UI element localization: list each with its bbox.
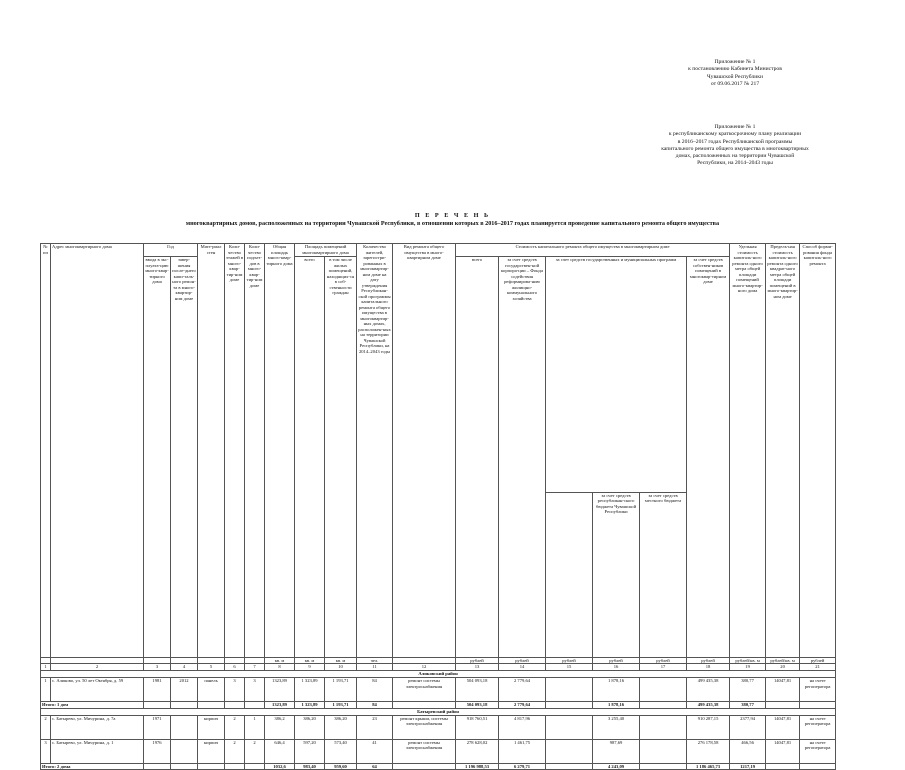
header-people: Количество жителей, зарегистри-рованных в многоквартир-ном доме на дату утверждения Республикан-ской программы капитального ремонта общего имущества в многоквартир-ных домах, расположен-ных на территории Чувашской Республики, на 2014–2043 годы: [357, 244, 393, 658]
header-floors: Коли-чество этажей в много-квар-тир-ном доме: [225, 244, 245, 658]
document-title: [0, 212, 905, 228]
header-cost-fund: за счет средств государствен-ной корпора-ции – Фонда содействия реформирова-нию жилищно-коммунального хозяйства: [499, 257, 546, 658]
table-row: 3 с. Батырево, ул. Мичурина, д. 1 1976 кирпич 2 2 646,4 597,20 573,40 41 ремонт системы электроснабжения 278 628,02 1 461,75 987,69 276 178,58 466,56 14047,81 на счете регоператора: [41, 739, 836, 763]
column-number: 6: [225, 664, 245, 671]
header-unit-cost: Удельная стоимость капиталь-ного ремонта одного метра общей площади помещений много-квартир-ного дома: [730, 244, 766, 658]
column-number: 4: [171, 664, 198, 671]
unit-label: рублей: [640, 657, 687, 664]
work-cell: ремонт крыши, системы электроснабжения: [393, 715, 456, 739]
appendix-1-line: от 09.06.2017 № 217: [710, 80, 760, 87]
unit-label: рублей: [499, 657, 546, 664]
header-area-all: всего: [295, 257, 325, 658]
district-row: Батыревский район: [41, 708, 836, 715]
column-number: 16: [593, 664, 640, 671]
table-row: 1 с. Аликово, ул. 50 лет Октября, д. 59 1981 2012 панель 3 3 1323,89 1 323,89 1 193,71 84 ремонт системы электроснабжения 504 093,18 2 779,64 1 878,16 499 435,38 380,77 14047,81 на счете регоператора: [41, 678, 836, 702]
column-number: 3: [144, 664, 171, 671]
appendix-2-line: капитального ремонта общего имущества в многоквартирных: [661, 145, 809, 152]
appendix-2-line: домах, расположенных на территории Чувашской: [675, 153, 795, 160]
header-method: Способ форми-рования фонда капиталь-ного ремонта: [800, 244, 836, 658]
header-entrances: Коли-чество подъез-дов в много-квар-тир-ном доме: [245, 244, 265, 658]
column-number: 9: [295, 664, 325, 671]
appendix-1-line: Приложение № 1: [714, 59, 756, 65]
column-number: 13: [456, 664, 499, 671]
header-cost: Стоимость капитального ремонта общего имущества в многоквартирном доме: [456, 244, 730, 257]
work-cell: ремонт системы электроснабжения: [393, 678, 456, 702]
title-heading: П Е Р Е Ч Е Н Ь: [414, 212, 491, 219]
header-work: Вид ремонта общего имущества в много-квартирном доме: [393, 244, 456, 658]
header-cost-loc: за счет средств местного бюджета: [640, 492, 687, 657]
address-cell: с. Батырево, ул. Мичурина, д. 1: [51, 739, 144, 763]
appendix-2-line: Республики, на 2014–2043 годы: [697, 160, 773, 167]
work-cell: ремонт системы электроснабжения: [393, 739, 456, 763]
unit-label: рублей: [593, 657, 640, 664]
column-number: 8: [265, 664, 295, 671]
houses-table: [40, 243, 836, 770]
district-row: Аликовский район: [41, 671, 836, 678]
header-area-res: в том числе жилых помещений, находящих-ся в соб-ственности граждан: [325, 257, 357, 658]
appendix-1-line: Чувашской Республики: [707, 73, 763, 80]
table-row: 2 с. Батырево, ул. Мичурина, д. 7а 1971 кирпич 2 1 386,2 386,20 386,20 23 ремонт крыши, системы электроснабжения 918 760,51 4 817,96 3 255,40 910 287,15 2377,94 14047,81 на счете регоператора: [41, 715, 836, 739]
unit-label: чел.: [357, 657, 393, 664]
column-number: 5: [198, 664, 225, 671]
unit-label: рублей: [800, 657, 836, 664]
column-number: 11: [357, 664, 393, 671]
unit-label: рублей/кв. м: [730, 657, 766, 664]
appendix-2-header: [640, 124, 830, 168]
unit-label: рублей/кв. м: [766, 657, 800, 664]
address-cell: с. Батырево, ул. Мичурина, д. 7а: [51, 715, 144, 739]
column-number: 7: [245, 664, 265, 671]
appendix-2-line: в 2016–2017 годах Республиканской программы: [677, 138, 793, 145]
header-wall: Мате-риал стен: [198, 244, 225, 658]
appendix-2-line: к республиканскому краткосрочному плану реализации: [668, 131, 802, 138]
unit-label: рублей: [546, 657, 593, 664]
column-number: 12: [393, 664, 456, 671]
column-number: 10: [325, 664, 357, 671]
column-number: 18: [687, 664, 730, 671]
column-number: 14: [499, 664, 546, 671]
column-number: 19: [730, 664, 766, 671]
column-number: 2: [51, 664, 144, 671]
column-number: 1: [41, 664, 51, 671]
appendix-1-header: [640, 59, 830, 88]
header-cost-rep: за счет средств республикан-ского бюджета Чувашской Республики: [593, 492, 640, 657]
header-address: Адрес многоквартирного дома: [51, 244, 144, 658]
header-num: № пп: [41, 244, 51, 658]
header-cost-gov-total: [546, 492, 593, 657]
column-number: 17: [640, 664, 687, 671]
header-cost-own: за счет средств собствен-ников помещений в многоквар-тирном доме: [687, 257, 730, 658]
header-limit: Предель-ная стоимость капиталь-ного ремонта одного квадрат-ного метра общей площади помещений в много-квартир-ном доме: [766, 244, 800, 658]
unit-label: кв. м: [265, 657, 295, 664]
column-number: 20: [766, 664, 800, 671]
title-subheading: многоквартирных домов, расположенных на территории Чувашской Республики, в отношении которых в 2016–2017 годах планируется проведение капитального ремонта общего имущества: [185, 220, 720, 227]
column-number: 15: [546, 664, 593, 671]
unit-label: рублей: [456, 657, 499, 664]
column-number: 21: [800, 664, 836, 671]
unit-label: кв. м: [295, 657, 325, 664]
header-area-total: Общая площадь много-квар-тирного дома: [265, 244, 295, 658]
total-row: Итого: 1 дом 1323,89 1 323,89 1 193,71 84 504 093,18 2 779,64 1 878,16 499 435,38 380,77: [41, 702, 836, 709]
unit-label: кв. м: [325, 657, 357, 664]
header-year: Год: [144, 244, 198, 257]
appendix-1-line: к постановлению Кабинета Министров: [688, 66, 782, 73]
header-area-rooms: Площадь помещений многоквартирного дома: [295, 244, 357, 257]
address-cell: с. Аликово, ул. 50 лет Октября, д. 59: [51, 678, 144, 702]
appendix-2-line: Приложение № 1: [714, 124, 756, 130]
header-year-in: ввода в экс-плуата-цию много-квар-тирного дома: [144, 257, 171, 658]
header-year-last: завер-шения после-днего капи-таль-ного ремон-та в много-квартир-ном доме: [171, 257, 198, 658]
header-cost-gov: за счет средств государственных и муниципальных программ: [546, 257, 687, 493]
header-cost-all: всего: [456, 257, 499, 658]
unit-label: рублей: [687, 657, 730, 664]
total-row: Итого: 2 дома 1032,6 983,40 959,60 64 1 196 988,53 6 279,71 4 243,09 1 186 465,73 1217,19: [41, 763, 836, 770]
